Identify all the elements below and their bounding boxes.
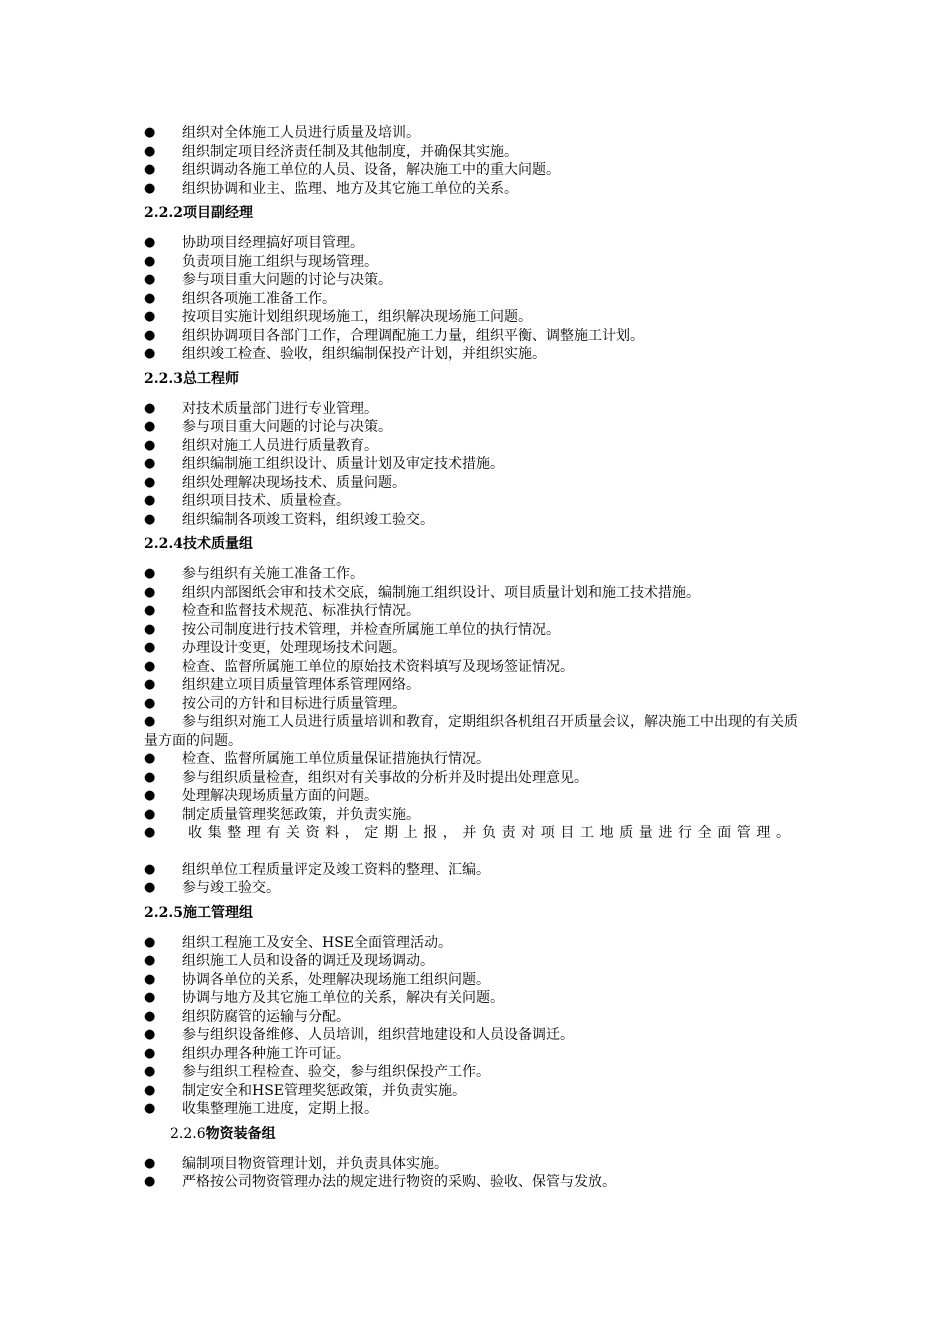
bullet-icon: ● [144,162,156,177]
section-list-2-2-3 [144,400,824,530]
bullet-icon: ● [144,714,156,729]
bullet-icon: ● [144,327,156,343]
section-heading-2-2-5: 2.2.5施工管理组 [144,904,253,921]
list-item: ● 组织防腐管的运输与分配。 [144,1008,350,1025]
list-item: ● 参与组织质量检查，组织对有关事故的分析并及时提出处理意见。 [144,769,588,786]
list-item: ● 按项目实施计划组织现场施工，组织解决现场施工问题。 [144,309,532,325]
bullet-icon: ● [144,566,156,581]
bullet-icon: ● [144,584,156,600]
list-item: ● 组织对全体施工人员进行质量及培训。 [144,125,420,141]
section-list-2-2-4 [144,565,824,898]
section-heading-2-2-3: 2.2.3总工程师 [144,370,239,387]
spacer [144,843,824,861]
list-item: ● 组织工程施工及安全、HSE全面管理活动。 [144,934,453,951]
list-item-wrapped: ● 参与组织对施工人员进行质量培训和教育，定期组织各机组召开质量会议，解决施工中出现的有关质量方面的问题。 [144,714,798,749]
list-item: ● 组织竣工检查、验收，组织编制保投产计划，并组织实施。 [144,346,546,362]
list-item: ● 组织协调项目各部门工作，合理调配施工力量，组织平衡、调整施工计划。 [144,327,644,344]
list-item-spaced: ● 收集整理有关资料，定期上报，并负责对项目工地质量进行全面管理。 [144,825,796,841]
list-item: ● 组织对施工人员进行质量教育。 [144,437,378,454]
bullet-icon: ● [144,346,156,361]
list-item: ● 组织调动各施工单位的人员、设备，解决施工中的重大问题。 [144,162,560,178]
bullet-icon: ● [144,253,156,269]
list-item: ● 组织项目技术、质量检查。 [144,493,350,509]
bullet-icon: ● [144,934,156,950]
bullet-icon: ● [144,861,156,877]
bullet-icon: ● [144,1008,156,1024]
list-item: ● 组织制定项目经济责任制及其他制度，并确保其实施。 [144,143,518,160]
section-list-2-2-5 [144,934,824,1119]
bullet-icon: ● [144,1101,156,1116]
list-item: ● 负责项目施工组织与现场管理。 [144,253,378,270]
bullet-icon: ● [144,825,156,840]
list-item: ● 协调与地方及其它施工单位的关系，解决有关问题。 [144,990,504,1006]
list-item: ● 处理解决现场质量方面的问题。 [144,788,378,804]
bullet-icon: ● [144,437,156,453]
bullet-icon: ● [144,769,156,785]
bullet-icon: ● [144,125,156,140]
bullet-icon: ● [144,474,156,490]
bullet-icon: ● [144,1082,156,1098]
bullet-icon: ● [144,695,156,711]
list-item: ● 检查和监督技术规范、标准执行情况。 [144,603,420,619]
bullet-icon: ● [144,880,156,895]
document-content [144,124,824,1192]
bullet-icon: ● [144,677,156,692]
bullet-icon: ● [144,493,156,508]
bullet-icon: ● [144,290,156,306]
list-item: ● 严格按公司物资管理办法的规定进行物资的采购、验收、保管与发放。 [144,1174,616,1190]
section-list-2-2-6 [144,1155,824,1192]
bullet-icon: ● [144,788,156,803]
list-item: ● 组织处理解决现场技术、质量问题。 [144,474,406,491]
list-item: ● 协调各单位的关系，处理解决现场施工组织问题。 [144,971,490,988]
list-item: ● 组织办理各种施工许可证。 [144,1045,350,1062]
bullet-icon: ● [144,603,156,618]
list-item: ● 协助项目经理搞好项目管理。 [144,235,364,251]
bullet-icon: ● [144,806,156,822]
list-item: ● 对技术质量部门进行专业管理。 [144,400,378,417]
bullet-icon: ● [144,419,156,434]
bullet-icon: ● [144,309,156,324]
bullet-icon: ● [144,456,156,471]
intro-list [144,124,824,198]
list-item: ● 制定安全和HSE管理奖惩政策，并负责实施。 [144,1082,467,1099]
list-item: ● 组织各项施工准备工作。 [144,290,336,307]
list-item: ● 组织协调和业主、监理、地方及其它施工单位的关系。 [144,180,518,197]
list-item: ● 按公司的方针和目标进行质量管理。 [144,695,406,712]
list-item: ● 组织编制施工组织设计、质量计划及审定技术措施。 [144,456,504,472]
bullet-icon: ● [144,511,156,527]
list-item: ● 参与组织工程检查、验交，参与组织保投产工作。 [144,1064,490,1080]
section-heading-2-2-6: 2.2.6物资装备组 [170,1125,276,1142]
bullet-icon: ● [144,180,156,196]
list-item: ● 检查、监督所属施工单位的原始技术资料填写及现场签证情况。 [144,658,574,675]
bullet-icon: ● [144,658,156,674]
list-item: ● 组织内部图纸会审和技术交底，编制施工组织设计、项目质量计划和施工技术措施。 [144,584,700,601]
bullet-icon: ● [144,640,156,655]
list-item: ● 编制项目物资管理计划，并负责具体实施。 [144,1155,448,1172]
list-item: ● 参与组织设备维修、人员培训，组织营地建设和人员设备调迁。 [144,1027,574,1043]
list-item: ● 组织单位工程质量评定及竣工资料的整理、汇编。 [144,861,490,878]
list-item: ● 检查、监督所属施工单位质量保证措施执行情况。 [144,751,490,767]
bullet-icon: ● [144,971,156,987]
section-heading-2-2-4: 2.2.4技术质量组 [144,536,253,552]
list-item: ● 收集整理施工进度，定期上报。 [144,1101,378,1117]
section-list-2-2-2 [144,234,824,364]
list-item: ● 参与组织有关施工准备工作。 [144,566,364,582]
list-item: ● 组织施工人员和设备的调迁及现场调动。 [144,953,434,969]
bullet-icon: ● [144,1045,156,1061]
list-item: ● 参与项目重大问题的讨论与决策。 [144,272,392,288]
list-item: ● 办理设计变更，处理现场技术问题。 [144,640,406,656]
bullet-icon: ● [144,751,156,766]
bullet-icon: ● [144,990,156,1005]
bullet-icon: ● [144,235,156,250]
list-item: ● 制定质量管理奖惩政策，并负责实施。 [144,806,420,823]
bullet-icon: ● [144,143,156,159]
bullet-icon: ● [144,1155,156,1171]
list-item: ● 参与项目重大问题的讨论与决策。 [144,419,392,435]
list-item: ● 组织建立项目质量管理体系管理网络。 [144,677,420,693]
list-item: ● 按公司制度进行技术管理，并检查所属施工单位的执行情况。 [144,621,560,638]
section-heading-2-2-2: 2.2.2项目副经理 [144,205,253,221]
bullet-icon: ● [144,400,156,416]
bullet-icon: ● [144,621,156,637]
list-item: ● 参与竣工验交。 [144,880,280,896]
bullet-icon: ● [144,272,156,287]
bullet-icon: ● [144,953,156,968]
list-item: ● 组织编制各项竣工资料，组织竣工验交。 [144,511,434,528]
bullet-icon: ● [144,1064,156,1079]
bullet-icon: ● [144,1174,156,1189]
bullet-icon: ● [144,1027,156,1042]
